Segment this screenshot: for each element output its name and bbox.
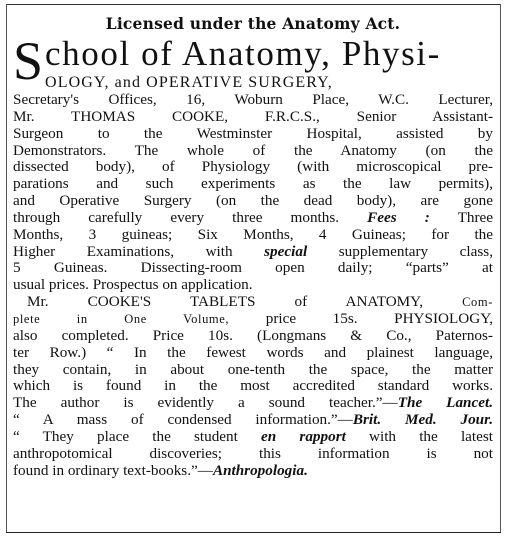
text-segment: price 15s. PHYSIOLOGY, <box>229 309 494 327</box>
text-segment: found in ordinary text-books.”— <box>13 461 213 479</box>
text-line <box>13 395 493 412</box>
text-segment: supplementary class, <box>338 242 493 260</box>
text-segment: Mr. COOKE'S TABLETS of ANATOMY, <box>27 293 463 311</box>
text-line: usual prices. Prospectus on application. <box>13 276 253 294</box>
citation-lancet: The Lancet. <box>397 394 494 412</box>
emphasis-en-rapport: en rapport <box>261 427 346 445</box>
bottom-rule <box>6 532 501 533</box>
text-line: Secretary's Offices, 16, Woburn Place, W.C. Lecturer, <box>13 91 493 108</box>
text-segment: “ A mass of condensed information.”— <box>13 411 353 429</box>
advertisement-body <box>13 10 493 479</box>
citation-bmj: Brit. Med. Jour. <box>352 411 493 429</box>
text-line <box>13 463 493 480</box>
drop-cap: S <box>13 31 44 91</box>
paragraph-school <box>13 92 493 294</box>
text-line: also completed. Price 10s. (Longmans & Co., Paternos- <box>13 326 493 344</box>
emphasis-special: special <box>264 242 308 260</box>
text-line: Mr. THOMAS COOKE, F.R.C.S., Senior Assistant- <box>13 107 493 125</box>
text-line: Surgeon to the Westminster Hospital, assisted by <box>13 124 493 142</box>
text-line: dissected body), of Physiology (with microscopical pre- <box>13 158 493 176</box>
text-segment: with the latest <box>345 427 493 445</box>
text-segment: “ They place the student <box>13 427 262 445</box>
text-line: 5 Guineas. Dissecting-room open daily; “parts” at <box>13 259 493 277</box>
heading: Licensed under the Anatomy Act. <box>105 14 401 33</box>
title-line-2: OLOGY, and OPERATIVE SURGERY, <box>45 74 333 91</box>
text-line: Months, 3 guineas; Six Months, 4 Guineas; for the <box>13 225 493 243</box>
text-line: they contain, in about one-tenth the space, the matter <box>13 360 493 378</box>
text-segment: Higher Examinations, with <box>13 242 233 260</box>
text-line <box>13 412 493 429</box>
text-line: which is found in the most accredited standard works. <box>13 377 493 395</box>
text-line <box>13 311 493 328</box>
text-line <box>13 294 493 311</box>
text-segment: Three <box>457 208 493 226</box>
text-line <box>13 210 493 227</box>
text-line: parations and such experiments as the law permits), <box>13 175 493 193</box>
fees-label: Fees : <box>367 208 430 226</box>
title-block <box>13 31 493 92</box>
text-line <box>13 429 493 446</box>
citation-anthropologia: Anthropologia. <box>212 461 308 479</box>
paragraph-tablets <box>13 294 493 479</box>
text-segment: The author is evidently a sound teacher.”— <box>13 394 398 412</box>
text-line: and Operative Surgery (on the dead body), are gone <box>13 192 493 210</box>
text-line <box>13 244 493 261</box>
text-segment: through carefully every three months. <box>13 208 340 226</box>
text-segment: plete in One Volume, <box>13 311 230 326</box>
left-border <box>6 4 7 533</box>
title-line-1: chool of Anatomy, Physi- <box>45 34 441 73</box>
text-line: ter Row.) “ In the fewest words and plainest language, <box>13 343 493 361</box>
text-line: anthropotomical discoveries; this information is not <box>13 444 493 462</box>
text-segment: Com- <box>462 295 493 310</box>
text-line: Demonstrators. The whole of the Anatomy (on the <box>13 141 493 159</box>
right-border <box>500 4 501 533</box>
top-rule <box>6 4 501 5</box>
